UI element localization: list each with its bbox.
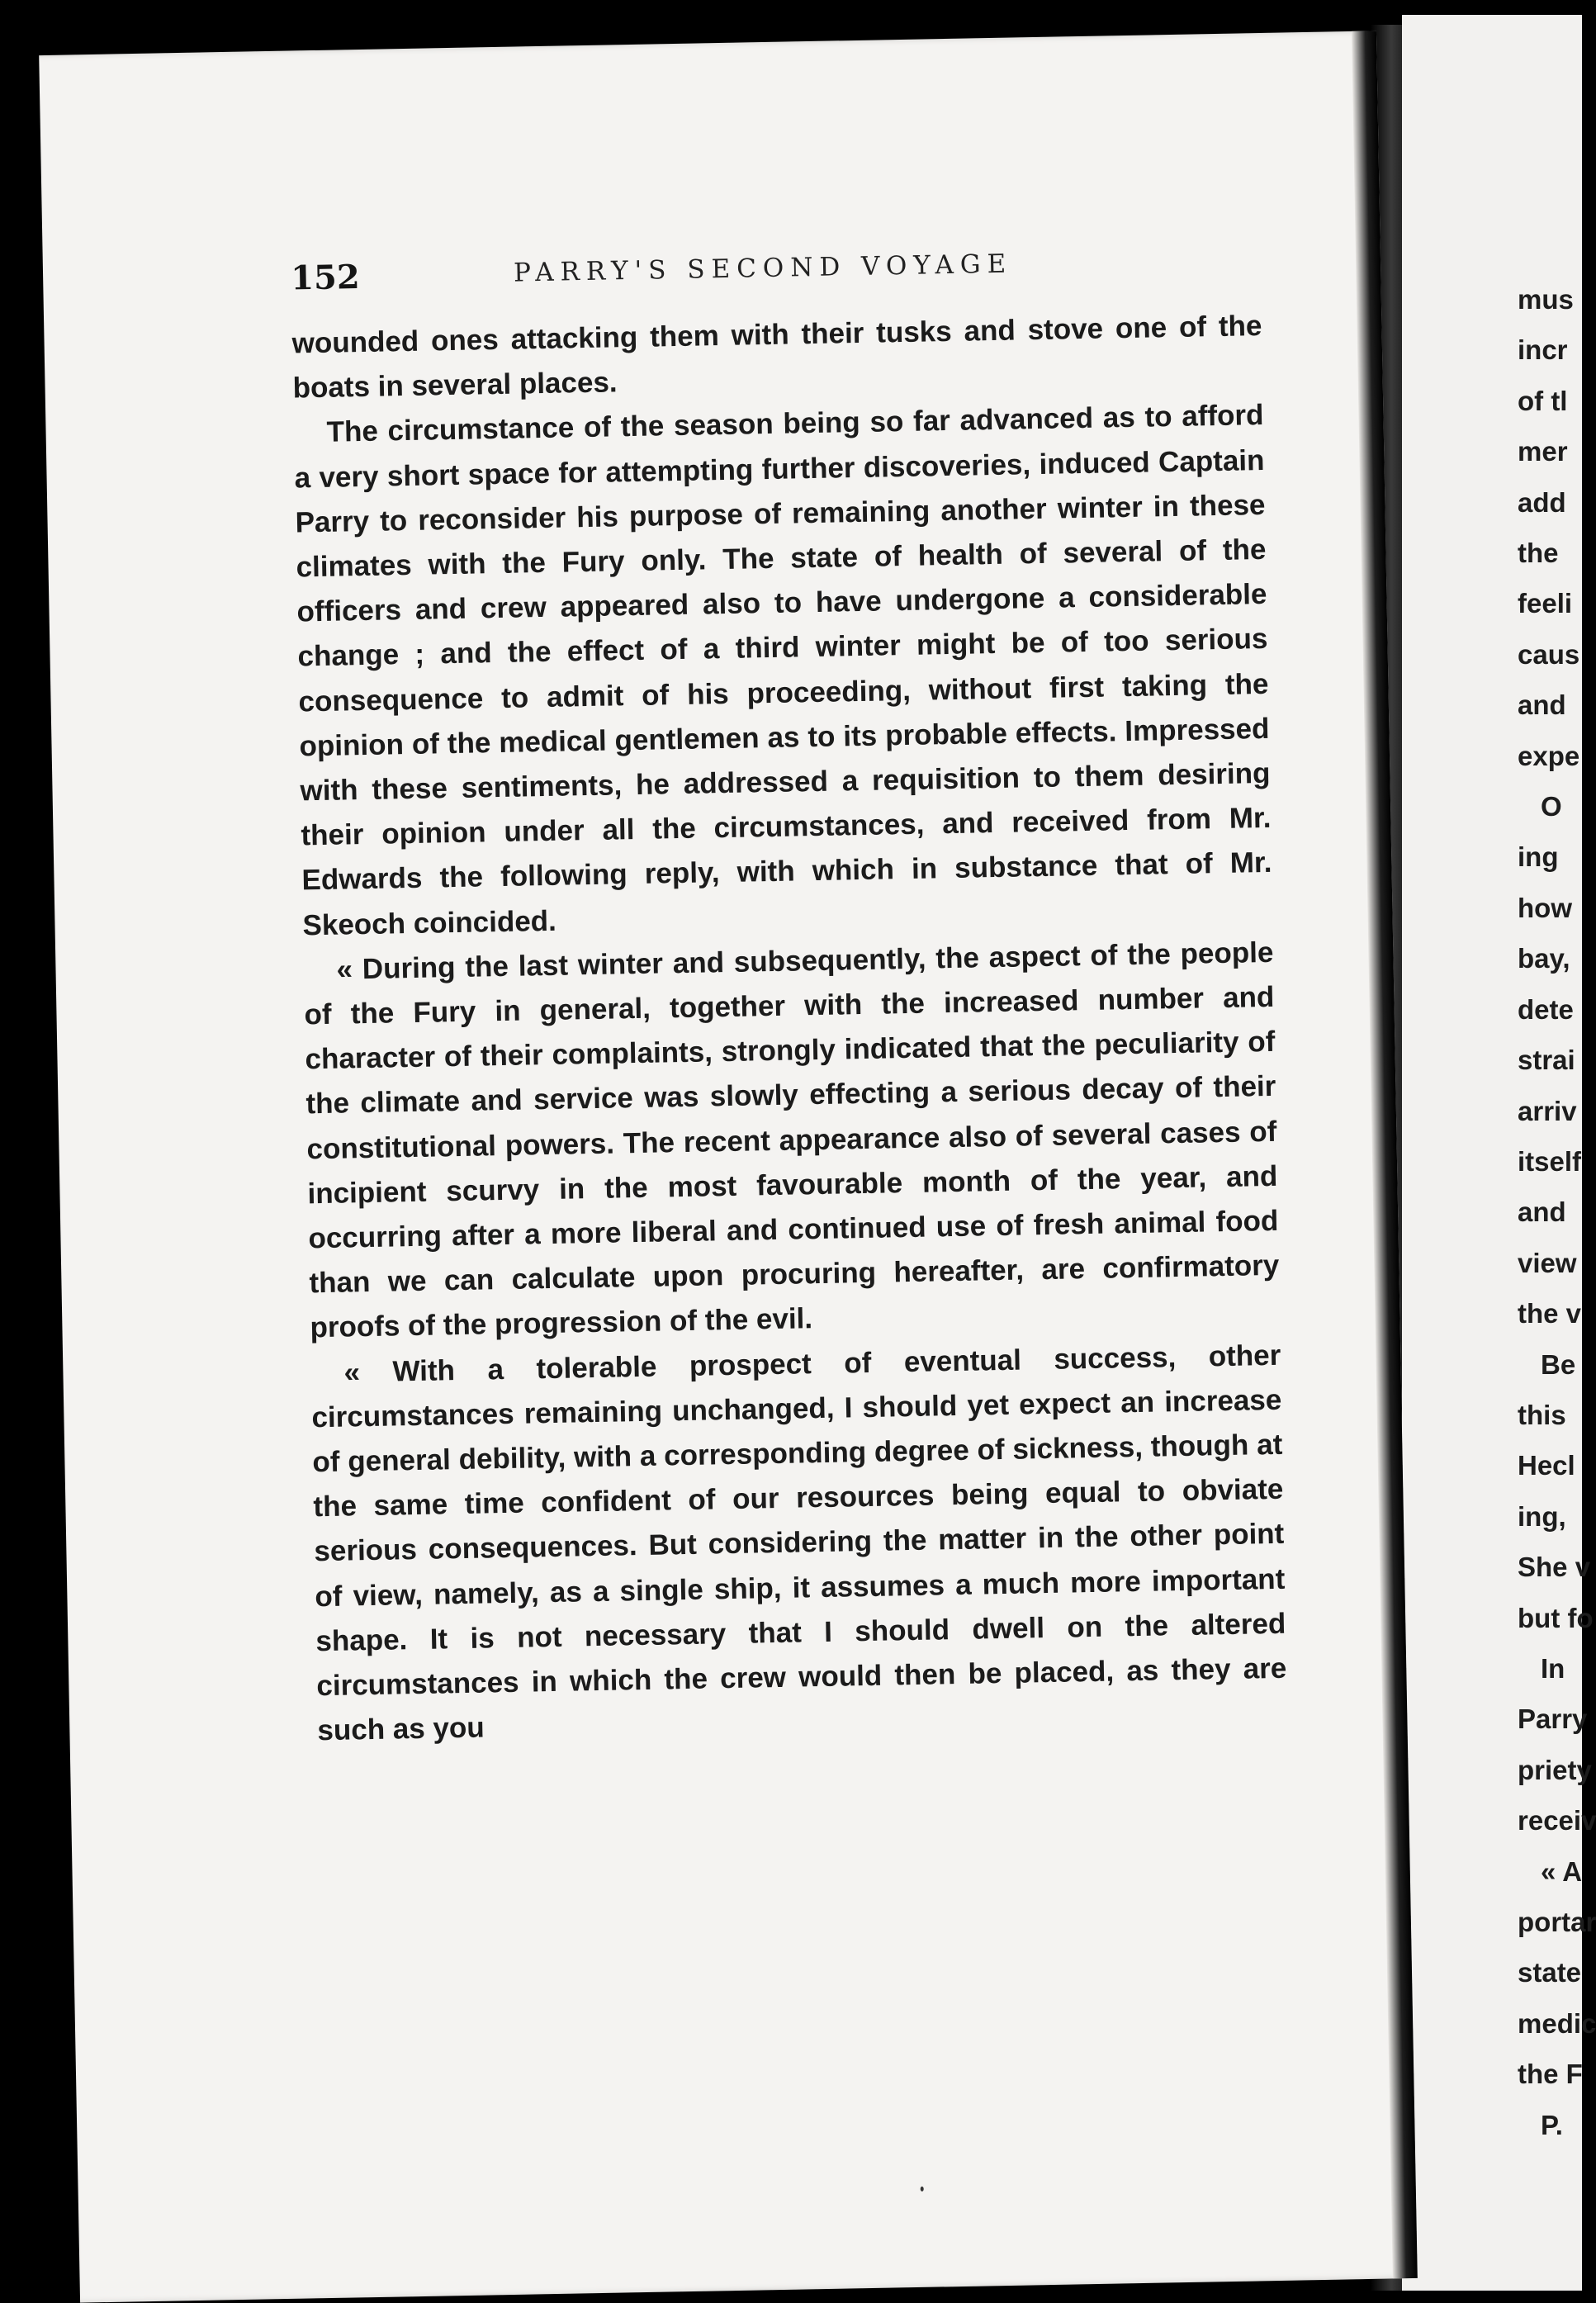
page-header [291,240,1315,309]
facing-line: the [1518,538,1559,569]
facing-line: O [1541,791,1562,822]
page-number: 152 [290,258,361,298]
facing-line: expe [1518,740,1580,771]
print-speck [921,2187,924,2192]
facing-line: this [1518,1399,1566,1430]
facing-line: mus [1518,284,1574,315]
facing-line: caus [1518,638,1580,670]
running-head: PARRY'S SECOND VOYAGE [513,249,1013,288]
paragraph-4: « With a tolerable prospect of eventual success, other circumstances remaining unchanged, I should yet expect an increase of general debility, with a corresponding degree of sickness, though at the same time confident of our resources being equal to obviate serious consequences. But considering the matter in the other point of view, namely, as a single ship, it assumes a much more important shape. It is not necessary that I should dwell on the altered circumstances in which the crew would then be placed, as they are such as you [311,1339,1287,1747]
facing-line: portar [1518,1907,1596,1937]
paragraph-2: The circumstance of the season being so far advanced as to afford a very short space for attempting further discoveries, induced Captain Parry to reconsider his purpose of remaining another winter in these climates with the Fury only. The state of health of several of the officers and crew appeared also to have undergone a considerable change ; and the effect of a third winter might be of too serious consequence to admit of his proceeding, without first taking the opinion of the medical gentlemen as to its probable effects. Impressed with these sentiments, he addressed a requisition to them desiring their opinion under all the circumstances, and received from Mr. Edwards the following reply, with which in substance that of Mr. Skeoch coincided. [294,399,1272,942]
facing-line: In [1541,1652,1565,1684]
facing-line: add [1518,486,1566,518]
facing-line: bay, [1518,943,1570,974]
facing-line: dete [1518,993,1574,1025]
facing-line: the F [1518,2059,1583,2090]
facing-line: receiv [1518,1805,1596,1836]
facing-line: incr [1518,334,1568,366]
facing-line: Parry [1518,1704,1588,1735]
paragraph-1: wounded ones attacking them with their tusks and stove one of the boats in several places. [291,309,1262,405]
facing-line: view [1518,1247,1577,1278]
paragraph-3: « During the last winter and subsequently, the aspect of the people of the Fury in general, together with the increased number and character of their complaints, strongly indicated that the peculiarity of the climate and service was slowly effecting a serious decay of their constitutional powers. The recent appearance also of several cases of incipient scurvy in the most favourable month of the year, and occurring after a more liberal and continued use of fresh animal food than we can calculate upon procuring hereafter, are confirmatory proofs of the progression of the evil. [304,936,1280,1344]
facing-line: but fo [1518,1602,1594,1633]
facing-line: Be [1541,1348,1576,1380]
facing-line: and [1518,1197,1566,1228]
facing-line: Hecl [1518,1450,1575,1481]
book-page [39,31,1418,2302]
facing-line: ing, [1518,1500,1566,1532]
facing-line: mer [1518,436,1568,467]
facing-line: the v [1518,1298,1582,1329]
facing-line: state [1518,1957,1582,1988]
facing-line: She v [1518,1552,1591,1583]
facing-line: priety [1518,1754,1592,1785]
facing-page-text-fragments [1518,274,1596,2150]
facing-line: how [1518,892,1572,923]
facing-line: P. [1541,2109,1563,2140]
facing-line: feeli [1518,588,1573,619]
facing-line: arriv [1518,1095,1577,1126]
facing-line: ing [1518,841,1559,873]
body-text [291,304,1288,1754]
facing-line: « A [1541,1855,1583,1887]
facing-line: medic [1518,2007,1596,2039]
facing-line: itself [1518,1145,1582,1177]
facing-line: of tl [1518,385,1568,416]
facing-line: and [1518,689,1566,721]
facing-line: strai [1518,1045,1575,1076]
